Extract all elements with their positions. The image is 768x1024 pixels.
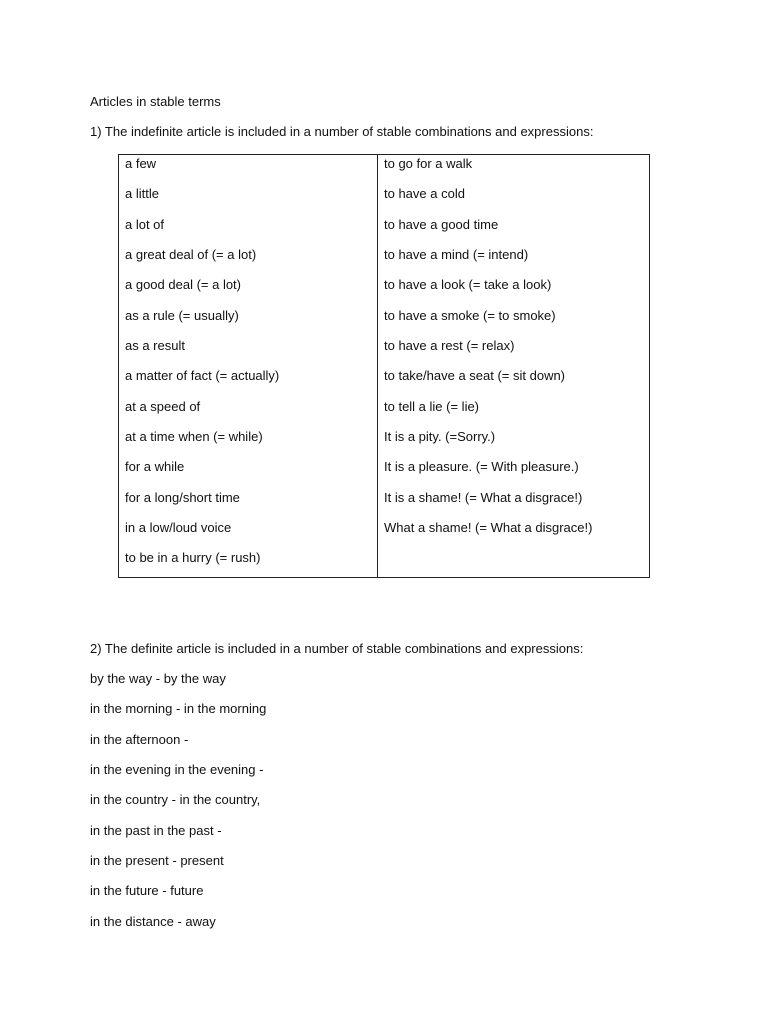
table-cell: What a shame! (= What a disgrace!) [384,520,593,535]
list-item: in the future - future [90,883,204,898]
list-item: in the morning - in the morning [90,701,267,716]
table-cell: to have a mind (= intend) [384,247,529,262]
list-item: in the present - present [90,853,224,868]
expressions-table [118,154,650,578]
table-cell: to take/have a seat (= sit down) [384,368,566,383]
list-item: in the evening in the evening - [90,762,264,777]
list-item: in the afternoon - [90,732,189,747]
table-cell: in a low/loud voice [125,520,232,535]
table-cell: to have a good time [384,217,499,232]
table-cell: to go for a walk [384,156,473,171]
table-cell: at a speed of [125,399,201,414]
table-cell: to have a cold [384,186,465,201]
list-item: in the country - in the country, [90,792,261,807]
table-cell: to have a look (= take a look) [384,277,552,292]
table-cell: to have a smoke (= to smoke) [384,308,556,323]
document-title: Articles in stable terms [90,94,221,109]
table-cell: as a rule (= usually) [125,308,239,323]
table-cell: a matter of fact (= actually) [125,368,280,383]
table-cell: It is a shame! (= What a disgrace!) [384,490,583,505]
table-cell: for a long/short time [125,490,240,505]
table-cell: a little [125,186,159,201]
table-cell: to be in a hurry (= rush) [125,550,261,565]
table-cell: to have a rest (= relax) [384,338,515,353]
table-cell: to tell a lie (= lie) [384,399,480,414]
table-cell: a great deal of (= a lot) [125,247,257,262]
table-cell: for a while [125,459,185,474]
list-item: by the way - by the way [90,671,226,686]
table-cell: at a time when (= while) [125,429,263,444]
section1-heading: 1) The indefinite article is included in a number of stable combinations and expressions: [90,124,594,139]
table-cell: as a result [125,338,185,353]
table-cell: It is a pity. (=Sorry.) [384,429,496,444]
table-cell: It is a pleasure. (= With pleasure.) [384,459,579,474]
table-column-divider [377,155,378,577]
table-cell: a few [125,156,157,171]
table-cell: a good deal (= a lot) [125,277,241,292]
list-item: in the past in the past - [90,823,222,838]
list-item: in the distance - away [90,914,216,929]
section2-heading: 2) The definite article is included in a number of stable combinations and expressions: [90,641,584,656]
table-cell: a lot of [125,217,165,232]
